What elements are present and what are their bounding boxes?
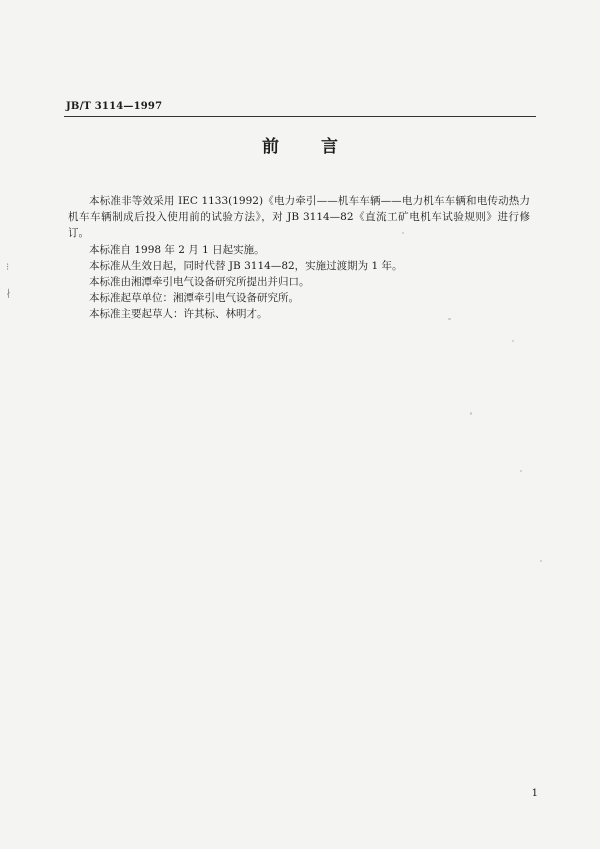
scan-speck <box>402 232 404 234</box>
scan-speck <box>512 340 514 342</box>
paragraph-drafting-unit: 本标准起草单位：湘潭牵引电气设备研究所。 <box>89 292 299 305</box>
scan-speck <box>520 470 522 472</box>
foreword-body <box>68 193 530 323</box>
scan-mark: ⁝ <box>6 262 10 273</box>
paragraph-effective-date: 本标准自 1998 年 2 月 1 日起实施。 <box>89 243 265 256</box>
paragraph-drafters: 本标准主要起草人：许其标、林明才。 <box>89 308 268 321</box>
page-title: 前 言 <box>262 137 356 157</box>
header-rule <box>64 116 536 117</box>
scan-speck <box>470 412 472 415</box>
standard-code: JB/T 3114—1997 <box>66 101 163 112</box>
paragraph-replacement: 本标准从生效日起，同时代替 JB 3114—82，实施过渡期为 1 年。 <box>89 259 403 272</box>
paragraph-adoption: 本标准非等效采用 IEC 1133(1992)《电力牵引——机车车辆——电力机车车辆和电传动热力机车车辆制成后投入使用前的试验方法》，对 JB 3114—82《直流工矿电机车试验规则》进行修订。 <box>68 195 530 240</box>
page-number: 1 <box>531 788 538 799</box>
scan-speck <box>448 318 451 320</box>
paragraph-proposer: 本标准由湘潭牵引电气设备研究所提出并归口。 <box>89 276 310 289</box>
scan-mark: ∤ <box>6 289 11 300</box>
scan-speck <box>540 560 542 562</box>
